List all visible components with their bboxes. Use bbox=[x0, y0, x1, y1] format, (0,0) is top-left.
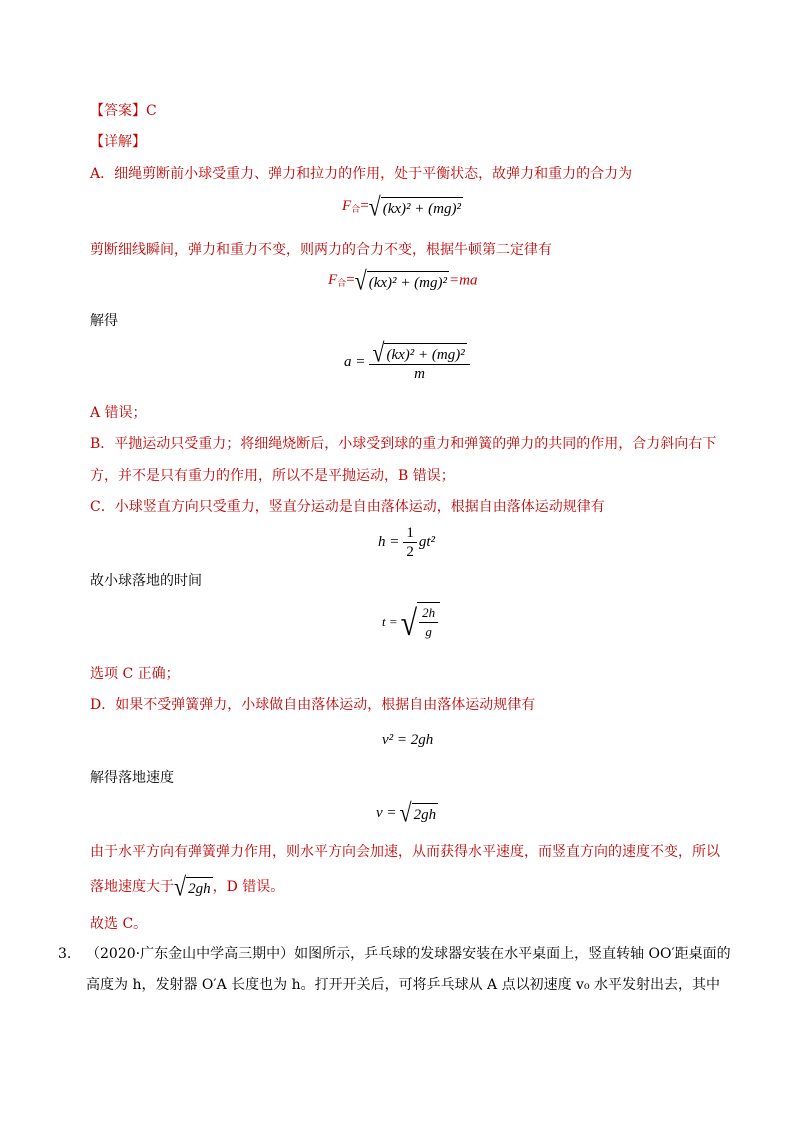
para-d-4a: 落地速度大于 bbox=[90, 879, 174, 895]
formula-acceleration: a = √ (kx)² + (mg)² m bbox=[344, 342, 470, 383]
formula-velocity-squared: v² = 2gh bbox=[382, 732, 434, 748]
t-lhs: t = bbox=[382, 613, 398, 629]
para-a-1: A．细绳剪断前小球受重力、弹力和拉力的作用，处于平衡状态，故弹力和重力的合力为 bbox=[90, 166, 633, 182]
para-c-1: C．小球竖直方向只受重力，竖直分运动是自由落体运动，根据自由落体运动规律有 bbox=[90, 499, 605, 515]
para-d-4: 落地速度大于 √ 2gh ，D 错误。 bbox=[90, 871, 285, 902]
two-h: 2h bbox=[419, 604, 438, 623]
para-d-2: 解得落地速度 bbox=[90, 770, 174, 786]
equals: = bbox=[346, 272, 355, 289]
h-lhs: h = bbox=[378, 534, 400, 550]
f-subscript: 合 bbox=[337, 278, 347, 289]
radicand: (kx)² + (mg)² bbox=[381, 197, 463, 218]
para-b-2: 方，并不是只有重力的作用，所以不是平抛运动，B 错误； bbox=[90, 468, 455, 484]
answer-line: 【答案】C bbox=[90, 103, 157, 119]
detail-label: 【详解】 bbox=[90, 134, 146, 150]
conclusion: 故选 C。 bbox=[90, 916, 148, 932]
formula-free-fall-height bbox=[378, 524, 435, 561]
formula-newton-second-law: $F_合=$ √ (kx)² + (mg)² =ma bbox=[328, 265, 478, 296]
eq-ma: =ma bbox=[448, 272, 478, 289]
a-lhs: a = bbox=[344, 354, 366, 370]
equals: = bbox=[360, 198, 369, 215]
para-c-2: 故小球落地的时间 bbox=[90, 573, 202, 589]
v-lhs: v = bbox=[376, 804, 397, 821]
c-correct: 选项 C 正确； bbox=[90, 666, 180, 682]
f-symbol: F bbox=[328, 272, 338, 289]
f-subscript: 合 bbox=[351, 204, 361, 215]
frac-two: 2 bbox=[406, 544, 414, 560]
gt-squared: gt² bbox=[418, 534, 436, 550]
radicand: (kx)² + (mg)² bbox=[384, 343, 466, 364]
mass-denominator: m bbox=[414, 366, 425, 382]
para-d-3: 由于水平方向有弹簧弹力作用，则水平方向会加速，从而获得水平速度，而竖直方向的速度不变，所以 bbox=[90, 844, 720, 860]
a-wrong: A 错误； bbox=[90, 405, 147, 421]
formula-resultant-force: $F_合=$ √ (kx)² + (mg)² bbox=[342, 191, 461, 222]
para-d-1: D．如果不受弹簧弹力，小球做自由落体运动，根据自由落体运动规律有 bbox=[90, 697, 536, 713]
formula-landing-velocity: v = √ 2gh bbox=[376, 797, 437, 828]
radicand-2gh: 2gh bbox=[186, 877, 213, 898]
solve-label-1: 解得 bbox=[90, 313, 118, 329]
q3-line-2: 高度为 h，发射器 O′A 长度也为 h。打开开关后，可将乒乓球从 A 点以初速度 v₀ 水平发射出去，其中 bbox=[86, 977, 721, 993]
para-b-1: B．平抛运动只受重力；将细绳烧断后，小球受到球的重力和弹簧的弹力的共同的作用，合力斜向右下 bbox=[90, 436, 717, 452]
f-symbol: F bbox=[342, 198, 352, 215]
frac-one: 1 bbox=[403, 524, 417, 543]
q3-number: 3. bbox=[58, 946, 72, 962]
q3-line-1: （2020·广东金山中学高三期中）如图所示，乒乓球的发球器安装在水平桌面上，竖直转轴 OO′距桌面的 bbox=[86, 946, 731, 962]
para-d-4b: ，D 错误。 bbox=[212, 879, 285, 895]
radicand-2gh: 2gh bbox=[412, 803, 439, 824]
g-denominator: g bbox=[425, 624, 432, 639]
para-a-2: 剪断细线瞬间，弹力和重力不变，则两力的合力不变，根据牛顿第二定律有 bbox=[90, 242, 552, 258]
formula-fall-time: t = √ $\frac{2h}{g}$ bbox=[382, 602, 440, 641]
radicand: (kx)² + (mg)² bbox=[367, 271, 449, 292]
